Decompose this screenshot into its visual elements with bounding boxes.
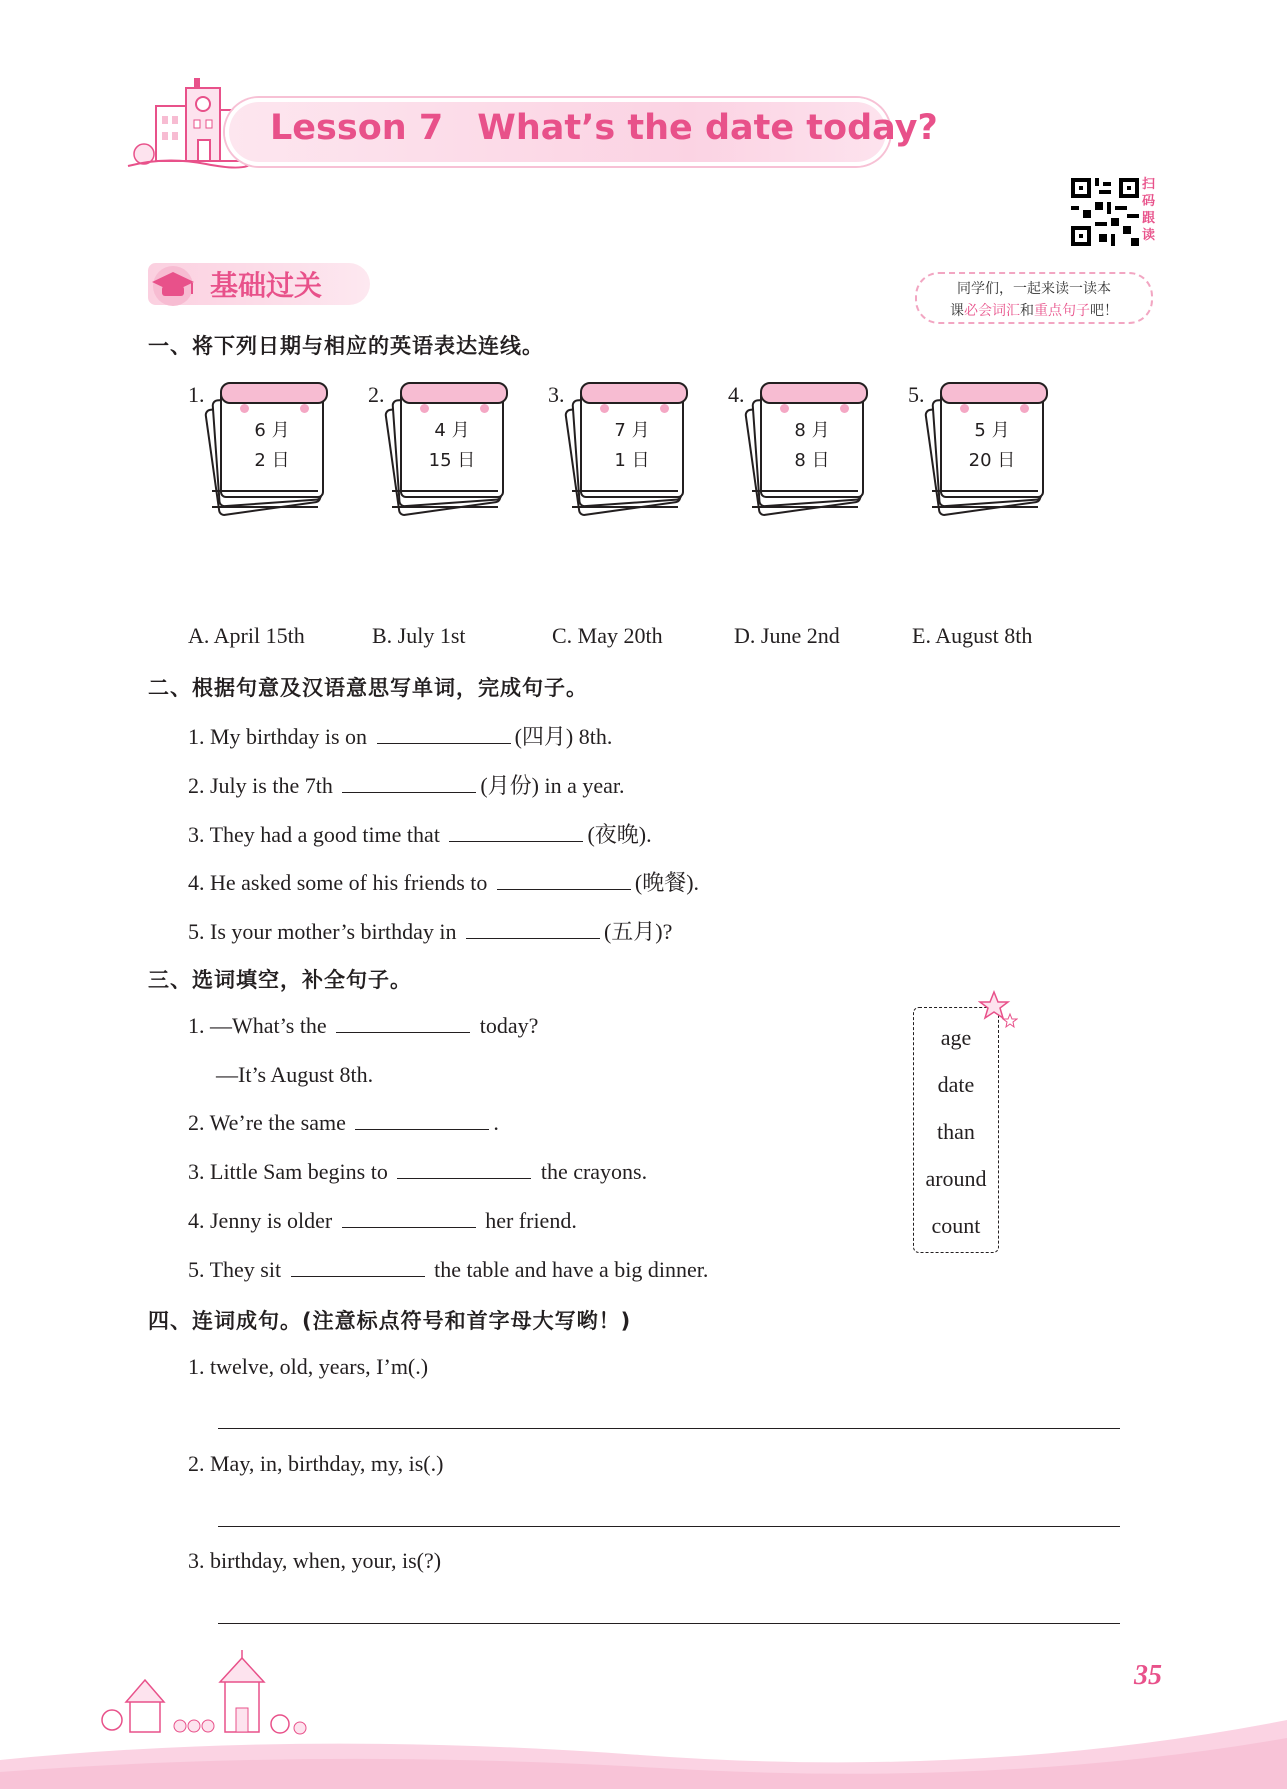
calendar-date — [400, 416, 504, 476]
castle-icon — [100, 1650, 360, 1740]
item-text: 5. Is your mother’s birthday in — [188, 919, 457, 944]
graduation-cap-icon — [146, 262, 200, 308]
item-hint: (四月) 8th. — [514, 724, 613, 749]
calendar-day: 2 日 — [254, 450, 290, 471]
calendar-day: 8 日 — [794, 450, 830, 471]
option-e: E. August 8th — [912, 623, 1033, 648]
bubble-text: 课 — [950, 303, 964, 319]
item-text: 1. —What’s the — [188, 1013, 327, 1038]
item-text: 3. They had a good time that — [188, 822, 440, 847]
word-bank-item: age — [940, 1025, 972, 1050]
q3-item — [188, 1159, 647, 1185]
lesson-title — [270, 108, 938, 148]
word-bank — [913, 1007, 999, 1253]
answer-blank[interactable] — [336, 1014, 470, 1033]
q3-item — [188, 1257, 708, 1283]
calendar-month: 8 月 — [794, 420, 830, 441]
q4-item: 3. birthday, when, your, is(?) — [188, 1548, 442, 1573]
star-icon — [978, 990, 1018, 1034]
answer-line[interactable] — [218, 1623, 1120, 1624]
word-bank-item: date — [937, 1072, 975, 1097]
bubble-keyword: 重点句子 — [1034, 303, 1090, 319]
calendar-icon[interactable] — [206, 378, 324, 508]
answer-blank[interactable] — [342, 1209, 476, 1228]
q4-item: 2. May, in, birthday, my, is(.) — [188, 1451, 444, 1476]
qr-label-char: 读 — [1142, 228, 1156, 243]
calendar-icon[interactable] — [566, 378, 684, 508]
calendar-date — [760, 416, 864, 476]
calendar-icon[interactable] — [746, 378, 864, 508]
item-hint: (晚餐). — [634, 870, 700, 895]
q1-heading: 一、将下列日期与相应的英语表达连线。 — [148, 334, 544, 358]
item-hint: (月份) in a year. — [480, 773, 625, 798]
qr-label — [1142, 176, 1160, 244]
bubble-text: 和 — [1020, 303, 1034, 319]
q3-item — [188, 1208, 577, 1234]
q2-heading: 二、根据句意及汉语意思写单词，完成句子。 — [148, 676, 588, 700]
word-bank-item: count — [931, 1213, 981, 1238]
answer-blank[interactable] — [466, 920, 600, 939]
answer-blank[interactable] — [497, 871, 631, 890]
lesson-heading: What’s the date today? — [477, 108, 938, 148]
item-text: today? — [479, 1013, 539, 1038]
q3-item — [188, 1110, 499, 1136]
item-text: —It’s August 8th. — [216, 1062, 374, 1087]
answer-line[interactable] — [218, 1428, 1120, 1429]
qr-label-char: 扫 — [1142, 177, 1156, 192]
item-text: 3. Little Sam begins to — [188, 1159, 388, 1184]
q2-item — [188, 720, 612, 751]
option-d: D. June 2nd — [734, 623, 840, 648]
calendar-date — [940, 416, 1044, 476]
calendar-number: 1. — [188, 382, 205, 407]
qr-label-char: 码 — [1142, 194, 1156, 209]
lesson-number: Lesson 7 — [270, 108, 444, 148]
calendar-month: 7 月 — [614, 420, 650, 441]
bubble-line-1: 同学们，一起来读一读本 — [957, 281, 1111, 297]
q3-item — [188, 1013, 538, 1039]
item-text: the table and have a big dinner. — [434, 1257, 709, 1282]
bubble-keyword: 必会词汇 — [964, 303, 1020, 319]
page-number: 35 — [1134, 1660, 1162, 1691]
calendar-day: 15 日 — [428, 450, 476, 471]
calendar-number: 2. — [368, 382, 385, 407]
calendar-number: 4. — [728, 382, 745, 407]
answer-blank[interactable] — [291, 1258, 425, 1277]
q2-item — [188, 818, 652, 849]
answer-blank[interactable] — [377, 725, 511, 744]
item-hint: (夜晚). — [587, 822, 652, 847]
option-a: A. April 15th — [188, 623, 305, 648]
item-text: the crayons. — [540, 1159, 648, 1184]
calendar-icon[interactable] — [386, 378, 504, 508]
answer-blank[interactable] — [449, 823, 583, 842]
item-text: her friend. — [485, 1208, 577, 1233]
calendar-month: 6 月 — [254, 420, 290, 441]
calendar-month: 4 月 — [434, 420, 470, 441]
calendar-month: 5 月 — [974, 420, 1010, 441]
option-c: C. May 20th — [552, 623, 663, 648]
item-text: 2. July is the 7th — [188, 773, 333, 798]
item-text: 5. They sit — [188, 1257, 282, 1282]
q3-item — [216, 1062, 373, 1088]
q3-heading: 三、选词填空，补全句子。 — [148, 968, 412, 992]
answer-line[interactable] — [218, 1526, 1120, 1527]
answer-blank[interactable] — [342, 774, 476, 793]
item-text: 4. Jenny is older — [188, 1208, 333, 1233]
q2-item — [188, 915, 672, 946]
calendar-day: 1 日 — [614, 450, 650, 471]
speech-bubble — [915, 272, 1153, 324]
item-text: 2. We’re the same — [188, 1110, 346, 1135]
calendar-number: 5. — [908, 382, 925, 407]
calendar-day: 20 日 — [968, 450, 1016, 471]
qr-label-char: 跟 — [1142, 211, 1156, 226]
q2-item — [188, 769, 625, 800]
q2-item — [188, 866, 699, 897]
item-hint: (五月)? — [603, 919, 673, 944]
item-text: 1. My birthday is on — [188, 724, 368, 749]
word-bank-item: than — [937, 1119, 975, 1144]
item-text: 4. He asked some of his friends to — [188, 870, 488, 895]
bubble-line-2 — [917, 300, 1151, 322]
q4-item: 1. twelve, old, years, I’m(.) — [188, 1354, 429, 1379]
word-bank-item: around — [925, 1166, 987, 1191]
item-text: . — [493, 1110, 499, 1135]
calendar-date — [580, 416, 684, 476]
calendar-date — [220, 416, 324, 476]
option-b: B. July 1st — [372, 623, 466, 648]
answer-blank[interactable] — [355, 1111, 489, 1130]
calendar-number: 3. — [548, 382, 565, 407]
section-title: 基础过关 — [210, 269, 323, 302]
q4-heading: 四、连词成句。(注意标点符号和首字母大写哟！) — [148, 1309, 632, 1333]
qr-code-icon[interactable] — [1071, 178, 1139, 246]
answer-blank[interactable] — [397, 1160, 531, 1179]
bubble-text: 吧！ — [1090, 303, 1118, 319]
calendar-icon[interactable] — [926, 378, 1044, 508]
